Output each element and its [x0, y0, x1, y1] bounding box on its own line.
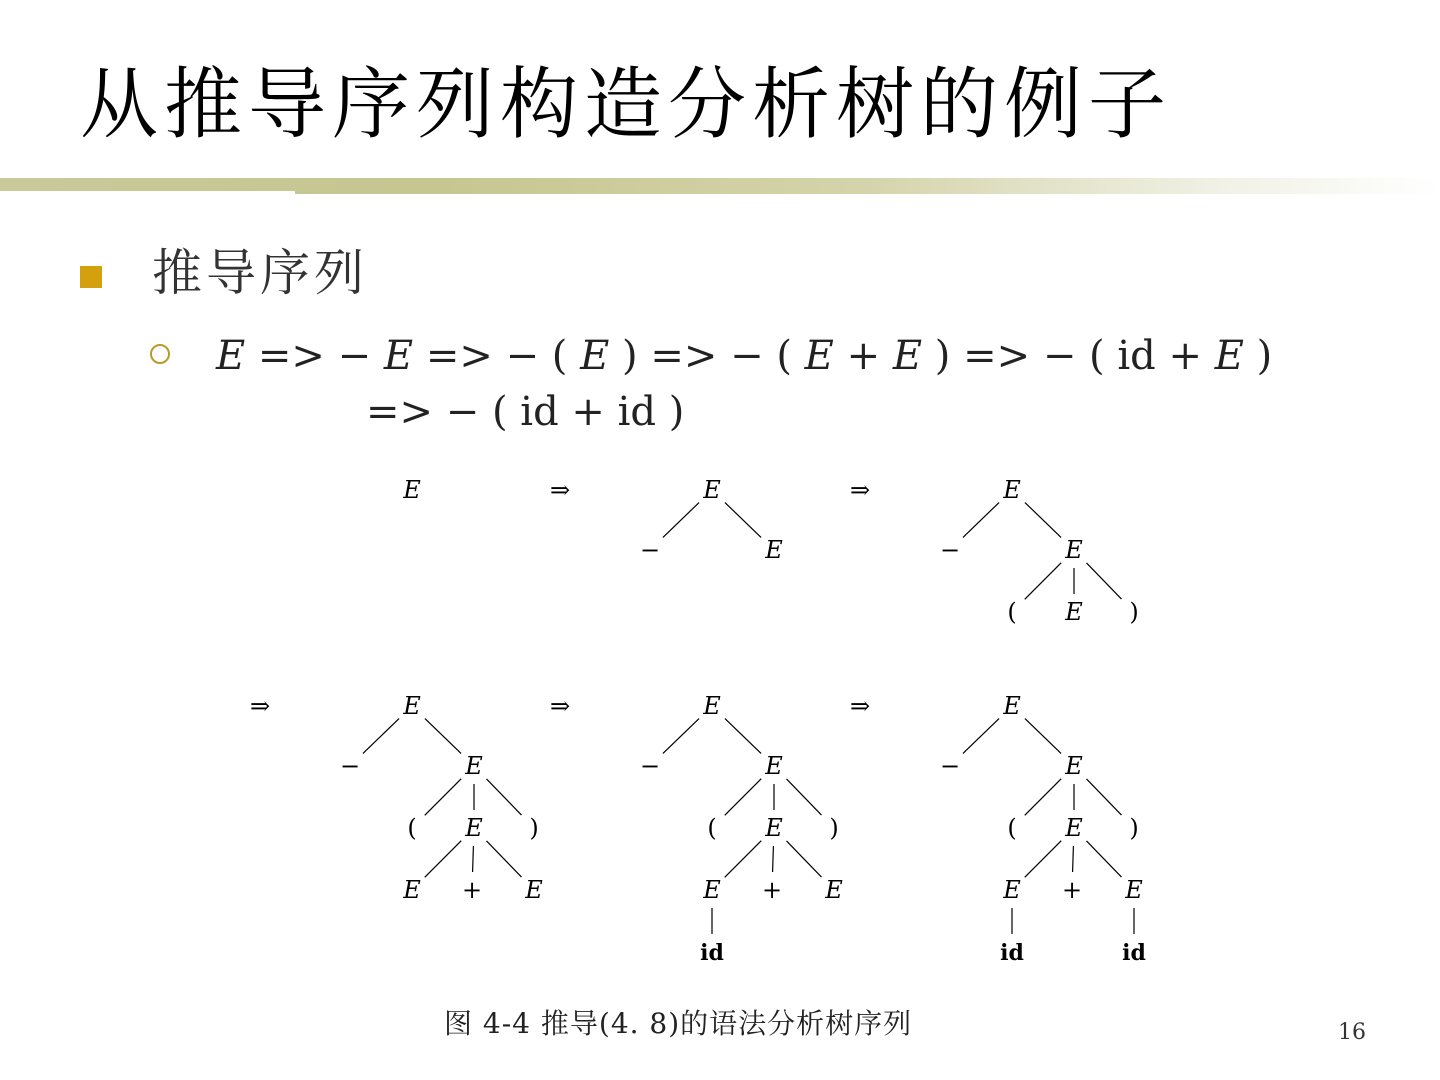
derivation-variable: E: [892, 333, 923, 379]
derivation-text: => −: [245, 333, 384, 379]
tree-node: −: [339, 752, 361, 780]
tree-node: −: [639, 536, 661, 564]
tree-edge: [663, 719, 699, 754]
tree-node: (: [1007, 598, 1017, 626]
tree-node: E: [403, 876, 421, 904]
tree-node: ): [1129, 814, 1139, 842]
tree-edge: [963, 503, 999, 538]
tree-edge: [1025, 779, 1062, 816]
derivation-variable: E: [804, 333, 834, 379]
tree-edge: [963, 719, 999, 754]
derives-arrow: ⇒: [549, 476, 571, 504]
tree-node: E: [765, 536, 783, 564]
derivation-text: +: [833, 333, 893, 379]
tree-edge: [473, 846, 474, 872]
tree-edge: [1087, 841, 1122, 877]
tree-node: E: [765, 814, 783, 842]
tree-node: E: [465, 752, 483, 780]
tree-edge: [1073, 846, 1074, 872]
tree-node: E: [703, 476, 721, 504]
derivation-line-2: => − ( id + id ): [366, 389, 685, 435]
tree-edge: [425, 719, 461, 754]
tree-node: E: [1003, 692, 1021, 720]
page-number: 16: [1338, 1020, 1366, 1045]
tree-edge: [725, 779, 762, 816]
tree-node: +: [761, 876, 783, 904]
tree-node: E: [765, 752, 783, 780]
tree-edge: [1025, 841, 1062, 878]
derivation-variable: E: [216, 333, 246, 379]
tree-node: id: [1122, 940, 1146, 966]
tree-node: E: [403, 692, 421, 720]
tree-edge: [1025, 563, 1062, 600]
tree-node: E: [703, 876, 721, 904]
tree-node: E: [403, 476, 421, 504]
tree-edge: [725, 719, 761, 754]
derives-arrow: ⇒: [849, 692, 871, 720]
tree-node: E: [1065, 536, 1083, 564]
derivation-variable: E: [1214, 333, 1244, 379]
tree-edge: [773, 846, 774, 872]
tree-node: +: [1061, 876, 1083, 904]
derivation-variable: E: [580, 333, 610, 379]
tree-node: id: [1000, 940, 1024, 966]
tree-node: E: [525, 876, 543, 904]
tree-node: E: [1065, 598, 1083, 626]
tree-node: ): [829, 814, 839, 842]
bullet-text: 推导序列: [152, 244, 368, 302]
tree-edge: [787, 779, 822, 815]
tree-node: ): [529, 814, 539, 842]
tree-node: E: [1003, 876, 1021, 904]
tree-edge: [663, 503, 699, 538]
derivation-text: ) => − ( id +: [922, 333, 1215, 379]
tree-edge: [487, 841, 522, 877]
derives-arrow: ⇒: [549, 692, 571, 720]
tree-node: (: [407, 814, 417, 842]
tree-edge: [425, 841, 462, 878]
derivation-text: ): [1243, 333, 1273, 379]
tree-node: id: [700, 940, 724, 966]
tree-node: (: [707, 814, 717, 842]
derives-arrow: ⇒: [849, 476, 871, 504]
slide-title: 从推导序列构造分析树的例子: [80, 60, 1173, 150]
tree-node: −: [639, 752, 661, 780]
tree-node: E: [1003, 476, 1021, 504]
tree-edge: [1087, 779, 1122, 815]
tree-edge: [487, 779, 522, 815]
tree-node: E: [703, 692, 721, 720]
tree-edge: [1087, 563, 1122, 599]
tree-node: (: [1007, 814, 1017, 842]
derivation-text: ) => − (: [609, 333, 805, 379]
tree-edge: [787, 841, 822, 877]
tree-edge: [1025, 503, 1061, 538]
tree-node: +: [461, 876, 483, 904]
derivation-variable: E: [383, 333, 414, 379]
tree-node: E: [465, 814, 483, 842]
derives-arrow: ⇒: [249, 692, 271, 720]
tree-edge: [363, 719, 399, 754]
tree-node: E: [825, 876, 843, 904]
tree-edge: [425, 779, 462, 816]
derivation-text: => − (: [413, 333, 581, 379]
tree-node: −: [939, 752, 961, 780]
tree-edge: [1025, 719, 1061, 754]
tree-edge: [725, 503, 761, 538]
tree-node: ): [1129, 598, 1139, 626]
figure-caption: 图 4-4 推导(4. 8)的语法分析树序列: [444, 1007, 913, 1040]
tree-node: −: [939, 536, 961, 564]
tree-node: E: [1065, 814, 1083, 842]
tree-node: E: [1065, 752, 1083, 780]
tree-node: E: [1125, 876, 1143, 904]
tree-edge: [725, 841, 762, 878]
